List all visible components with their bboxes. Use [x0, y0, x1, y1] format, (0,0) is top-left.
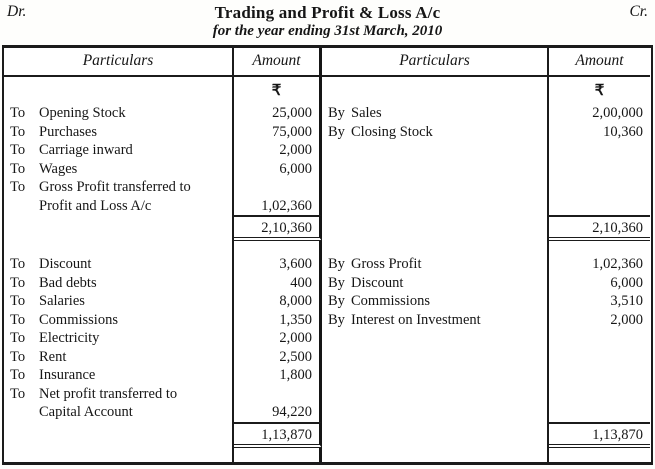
debit-particulars-cell — [4, 104, 234, 123]
page-subtitle: for the year ending 31st March, 2010 — [212, 23, 443, 39]
debit-particulars-cell — [4, 160, 234, 179]
entry-prefix: To — [10, 160, 26, 177]
entry-label: Purchases — [39, 123, 97, 140]
column-header-particulars-credit: Particulars — [322, 48, 549, 77]
credit-particulars-cell — [322, 255, 549, 274]
entry-prefix: To — [10, 123, 26, 140]
debit-amount-cell: 2,000 — [234, 141, 322, 160]
credit-amount-cell — [549, 197, 650, 216]
debit-total-blank-cell — [4, 215, 234, 241]
page-title: Trading and Profit & Loss A/c — [214, 3, 441, 22]
credit-amount-cell — [549, 141, 650, 160]
credit-particulars-cell — [322, 274, 549, 293]
entry-label: Sales — [351, 105, 382, 121]
credit-particulars-cell — [322, 366, 549, 385]
credit-amount-cell — [549, 178, 650, 197]
spacer-cell — [4, 448, 234, 462]
doc-header — [0, 0, 655, 45]
debit-amount-cell — [234, 385, 322, 404]
debit-particulars-cell — [4, 329, 234, 348]
credit-amount-cell: 10,360 — [603, 123, 643, 140]
entry-prefix: By — [328, 123, 345, 140]
debit-amount-cell: 1,02,360 — [234, 197, 322, 216]
debit-amount-cell — [234, 178, 322, 197]
credit-particulars-cell — [322, 311, 549, 330]
debit-amount-cell: 2,000 — [234, 329, 322, 348]
entry-prefix: To — [10, 293, 26, 309]
entry-prefix: By — [328, 274, 345, 291]
credit-particulars-cell — [322, 141, 549, 160]
dr-label: Dr. — [7, 3, 27, 20]
credit-amount-cell — [549, 366, 650, 385]
entry-prefix: By — [328, 105, 345, 121]
debit-particulars-cell — [4, 274, 234, 293]
spacer-cell — [549, 241, 650, 255]
entry-label: Salaries — [39, 293, 85, 309]
debit-particulars-cell — [4, 385, 234, 404]
debit-particulars-cell — [4, 255, 234, 274]
entry-label: Discount — [351, 274, 404, 291]
credit-particulars-cell — [322, 197, 549, 216]
credit-total-amount: 1,13,870 — [549, 422, 650, 448]
credit-amount-cell — [549, 348, 650, 367]
debit-amount-cell: 8,000 — [234, 292, 322, 311]
entry-label: Gross Profit — [351, 256, 422, 272]
credit-total-blank-cell — [322, 215, 549, 241]
credit-particulars-cell — [322, 385, 549, 404]
credit-amount-cell: 2,00,000 — [592, 105, 643, 121]
credit-amount-cell — [549, 160, 650, 179]
entry-prefix: To — [10, 330, 26, 346]
currency-row-blank-credit — [322, 77, 549, 104]
debit-particulars-cell — [4, 141, 234, 160]
entry-prefix: To — [10, 256, 26, 272]
debit-particulars-cell — [4, 178, 234, 197]
debit-amount-cell: 25,000 — [234, 104, 322, 123]
rupee-symbol-debit: ₹ — [234, 77, 322, 104]
entry-label: Capital Account — [39, 404, 133, 420]
entry-prefix: To — [10, 105, 26, 121]
entry-label: Bad debts — [39, 274, 97, 291]
spacer-cell — [549, 448, 650, 462]
debit-amount-cell: 6,000 — [234, 160, 322, 179]
credit-particulars-cell — [322, 178, 549, 197]
entry-label: Wages — [39, 160, 78, 177]
debit-particulars-cell — [4, 292, 234, 311]
currency-row-blank-debit — [4, 77, 234, 104]
debit-amount-cell: 94,220 — [234, 403, 322, 422]
entry-label: Net profit transferred to — [39, 385, 178, 402]
debit-amount-cell: 3,600 — [234, 255, 322, 274]
debit-total-amount: 1,13,870 — [234, 422, 322, 448]
spacer-cell — [234, 448, 322, 462]
cr-label: Cr. — [629, 3, 648, 20]
column-header-amount-debit: Amount — [234, 48, 322, 77]
entry-prefix: To — [10, 348, 26, 365]
entry-prefix: By — [328, 256, 345, 272]
debit-amount-cell: 1,800 — [234, 366, 322, 385]
credit-amount-cell: 1,02,360 — [592, 256, 643, 272]
credit-amount-cell: 3,510 — [610, 293, 643, 309]
credit-particulars-cell — [322, 329, 549, 348]
credit-amount-cell: 6,000 — [610, 274, 643, 291]
entry-label: Rent — [39, 348, 67, 365]
spacer-cell — [234, 241, 322, 255]
entry-prefix: To — [10, 311, 26, 328]
debit-particulars-cell — [4, 348, 234, 367]
entry-prefix: To — [10, 142, 26, 158]
column-header-amount-credit: Amount — [549, 48, 650, 77]
credit-particulars-cell — [322, 403, 549, 422]
entry-label: Commissions — [39, 311, 118, 328]
debit-total-amount: 2,10,360 — [234, 215, 322, 241]
credit-particulars-cell — [322, 292, 549, 311]
entry-label: Opening Stock — [39, 105, 126, 121]
debit-amount-cell: 75,000 — [234, 123, 322, 142]
entry-label: Discount — [39, 256, 92, 272]
entry-label: Gross Profit transferred to — [39, 179, 191, 195]
credit-particulars-cell — [322, 123, 549, 142]
credit-particulars-cell — [322, 348, 549, 367]
entry-prefix: To — [10, 274, 26, 291]
entry-prefix: By — [328, 293, 345, 309]
credit-total-blank-cell — [322, 422, 549, 448]
credit-amount-cell — [549, 385, 650, 404]
entry-label: Insurance — [39, 367, 96, 383]
ledger-grid — [4, 48, 651, 462]
entry-label: Profit and Loss A/c — [39, 197, 152, 214]
spacer-cell — [322, 241, 549, 255]
debit-particulars-cell — [4, 403, 234, 422]
credit-total-amount: 2,10,360 — [549, 215, 650, 241]
credit-particulars-cell — [322, 104, 549, 123]
credit-particulars-cell — [322, 160, 549, 179]
debit-amount-cell: 2,500 — [234, 348, 322, 367]
entry-label: Interest on Investment — [351, 311, 481, 328]
entry-label: Electricity — [39, 330, 100, 346]
spacer-cell — [4, 241, 234, 255]
debit-amount-cell: 400 — [234, 274, 322, 293]
debit-particulars-cell — [4, 366, 234, 385]
debit-particulars-cell — [4, 197, 234, 216]
debit-total-blank-cell — [4, 422, 234, 448]
entry-prefix: By — [328, 311, 345, 328]
entry-prefix: To — [10, 385, 26, 402]
column-header-particulars-debit: Particulars — [4, 48, 234, 77]
spacer-cell — [322, 448, 549, 462]
credit-amount-cell — [549, 403, 650, 422]
credit-amount-cell: 2,000 — [610, 311, 643, 328]
credit-amount-cell — [549, 329, 650, 348]
entry-prefix: To — [10, 179, 26, 195]
debit-particulars-cell — [4, 311, 234, 330]
debit-particulars-cell — [4, 123, 234, 142]
ledger-table — [2, 45, 653, 465]
debit-amount-cell: 1,350 — [234, 311, 322, 330]
entry-label: Carriage inward — [39, 142, 133, 158]
entry-label: Closing Stock — [351, 123, 433, 140]
entry-prefix: To — [10, 367, 26, 383]
entry-label: Commissions — [351, 293, 430, 309]
rupee-symbol-credit: ₹ — [594, 83, 605, 99]
